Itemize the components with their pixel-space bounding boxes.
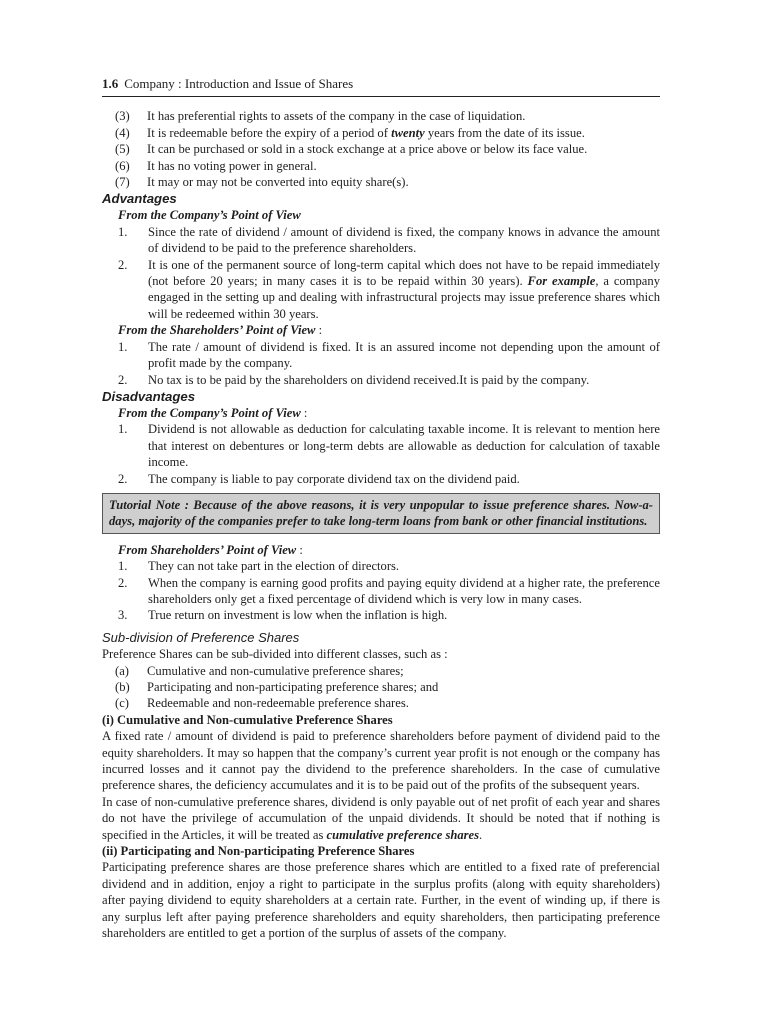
cumulative-paragraph-2: In case of non-cumulative preference shares, dividend is only payable out of net profit of each year and shares do not have the privilege of accumulation of the unpaid dividends. It should be noted that if nothing is specified in the Articles, it will be treated as cumulative preference shares. bbox=[102, 794, 660, 842]
list-item bbox=[102, 174, 660, 190]
subheading-company-view: From the Company’s Point of View bbox=[118, 208, 301, 223]
advantages-shareholder-list bbox=[102, 339, 660, 388]
list-marker: 2. bbox=[118, 471, 128, 486]
list-text: Since the rate of dividend / amount of dividend is fixed, the company knows in advance the amount of dividend to be paid to the preference shareholders. bbox=[148, 224, 660, 256]
subheading-shareholder-view: From Shareholders’ Point of View : bbox=[118, 542, 303, 557]
list-item bbox=[102, 108, 660, 124]
list-text: Redeemable and non-redeemable preference shares. bbox=[147, 696, 409, 711]
emphasis: For example bbox=[527, 274, 596, 289]
list-item bbox=[102, 663, 660, 679]
subheading-shareholder-view: From the Shareholders’ Point of View : bbox=[118, 323, 323, 338]
list-text: The company is liable to pay corporate dividend tax on the dividend paid. bbox=[148, 471, 520, 486]
list-item bbox=[102, 339, 660, 372]
chapter-title: Company : Introduction and Issue of Shares bbox=[124, 76, 354, 91]
list-item bbox=[102, 607, 660, 623]
list-text: No tax is to be paid by the shareholders on dividend received.It is paid by the company. bbox=[148, 372, 590, 387]
disadvantages-heading: Disadvantages bbox=[102, 388, 196, 404]
list-item bbox=[102, 421, 660, 470]
participating-paragraph-1: Participating preference shares are those preference shares which are entitled to a fixed rate of preferencial dividend and in addition, enjoy a right to participate in the surplus profits (along with equity shareholders) after paying dividend to equity shareholders at a certain rate. Further, in the event of winding up, if there is any surplus left after paying preference shareholders and equity shareholders, then participating preference shareholders are entitled to get a portion of the surplus of assets of the company. bbox=[102, 860, 660, 941]
subdivision-list bbox=[102, 663, 660, 712]
list-item bbox=[102, 125, 660, 141]
disadvantages-shareholder-list bbox=[102, 558, 660, 624]
list-marker: 2. bbox=[118, 372, 128, 387]
list-text: They can not take part in the election of directors. bbox=[148, 559, 400, 574]
emphasis: cumulative preference shares bbox=[326, 827, 480, 842]
list-text: It has no voting power in general. bbox=[147, 158, 317, 173]
tutorial-note-box: Tutorial Note : Because of the above reasons, it is very unpopular to issue preference shares. Now-a-days, majority of the companies prefer to take long-term loans from bank or other financial institutions. bbox=[102, 493, 660, 534]
list-marker: (5) bbox=[115, 142, 130, 157]
list-marker: 3. bbox=[118, 608, 128, 623]
list-item bbox=[102, 372, 660, 388]
list-text: It is redeemable before the expiry of a period of twenty years from the date of its issue. bbox=[147, 125, 585, 140]
list-marker: (b) bbox=[115, 680, 130, 694]
list-item bbox=[102, 558, 660, 574]
list-item bbox=[102, 679, 660, 695]
list-item bbox=[102, 471, 660, 487]
list-item bbox=[102, 158, 660, 174]
list-item bbox=[102, 575, 660, 608]
cumulative-heading: (i) Cumulative and Non-cumulative Preference Shares bbox=[102, 712, 393, 727]
list-marker: (a) bbox=[115, 663, 129, 678]
list-item bbox=[102, 224, 660, 257]
document-page bbox=[102, 76, 660, 942]
list-marker: 1. bbox=[118, 224, 128, 239]
section-number: 1.6 bbox=[102, 76, 119, 91]
list-item bbox=[102, 695, 660, 711]
list-text: It has preferential rights to assets of the company in the case of liquidation. bbox=[147, 109, 526, 124]
list-marker: (7) bbox=[115, 175, 130, 190]
list-marker: 1. bbox=[118, 559, 128, 574]
features-list bbox=[102, 108, 660, 190]
list-text: Cumulative and non-cumulative preference shares; bbox=[147, 663, 404, 678]
subdivision-intro: Preference Shares can be sub-divided into different classes, such as : bbox=[102, 647, 448, 662]
list-text: It can be purchased or sold in a stock exchange at a price above or below its face value. bbox=[147, 142, 588, 157]
list-marker: 1. bbox=[118, 422, 128, 437]
list-text: Participating and non-participating preference shares; and bbox=[147, 680, 439, 694]
list-text: The rate / amount of dividend is fixed. It is an assured income not depending upon the amount of profit made by the company. bbox=[148, 339, 660, 371]
advantages-company-list bbox=[102, 224, 660, 322]
list-marker: (6) bbox=[115, 158, 130, 173]
list-text: Dividend is not allowable as deduction for calculating taxable income. It is relevant to mention here that interest on debentures or long-term debts are allowable as deduction for calculation of taxable income. bbox=[148, 422, 660, 470]
list-text: It is one of the permanent source of long-term capital which does not have to be repaid immediately (not before 20 years; in many cases it is to be repaid within 30 years). For example, a company engaged in the setting up and dealing with infrastructural projects may issue preference shares which will be redeemed within 30 years. bbox=[148, 257, 660, 321]
list-item bbox=[102, 141, 660, 157]
page-header bbox=[102, 76, 660, 97]
disadvantages-company-list bbox=[102, 421, 660, 487]
list-marker: (4) bbox=[115, 125, 130, 140]
list-marker: 2. bbox=[118, 575, 128, 590]
list-text: When the company is earning good profits and paying equity dividend at a higher rate, the preference shareholders only get a fixed percentage of dividend which is very low in many cases. bbox=[148, 575, 660, 606]
advantages-heading: Advantages bbox=[102, 191, 177, 207]
list-text: It may or may not be converted into equity share(s). bbox=[147, 175, 409, 190]
cumulative-paragraph-1: A fixed rate / amount of dividend is paid to preference shareholders before payment of dividend paid to the equity shareholders. It may so happen that the company’s current year profit is not enough or the company has incurred losses and it cannot pay the dividend to the preference shareholders. In the case of cumulative preference shares, the deficiency accumulates and it is to be paid out of the profits of the subsequent years. bbox=[102, 729, 660, 793]
list-marker: (c) bbox=[115, 696, 129, 711]
list-text: True return on investment is low when the inflation is high. bbox=[148, 608, 448, 623]
list-marker: (3) bbox=[115, 109, 130, 124]
subdivision-heading: Sub-division of Preference Shares bbox=[102, 629, 300, 645]
list-marker: 1. bbox=[118, 339, 128, 354]
participating-heading: (ii) Participating and Non-participating Preference Shares bbox=[102, 844, 415, 859]
emphasis: twenty bbox=[391, 125, 425, 140]
list-item bbox=[102, 257, 660, 323]
list-marker: 2. bbox=[118, 257, 128, 272]
subheading-company-view: From the Company’s Point of View : bbox=[118, 405, 308, 420]
